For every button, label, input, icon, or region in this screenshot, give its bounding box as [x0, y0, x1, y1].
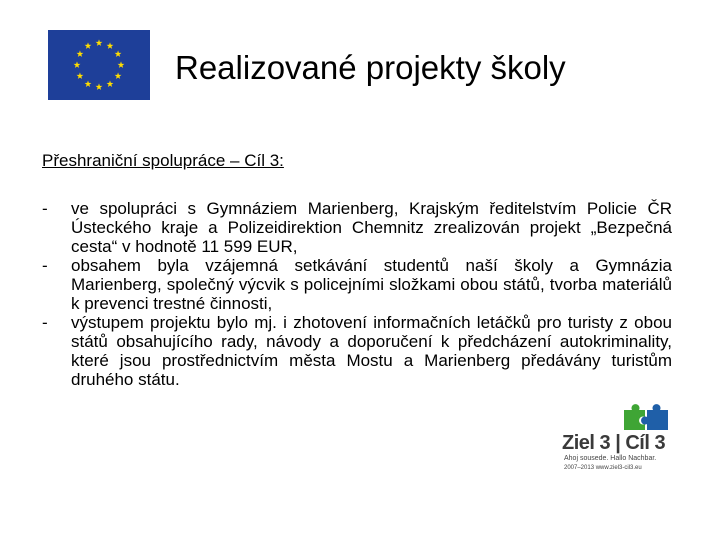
bullet-dash: - [42, 256, 48, 275]
eu-star-icon [74, 61, 81, 68]
list-item-text: obsahem byla vzájemná setkávání studentů naší školy a Gymnázia Marienberg, společný výcvik s policejními složkami obou států, tvorba materiálů k prevenci trestné činnosti, [71, 256, 672, 313]
list-item [42, 199, 672, 256]
eu-star-icon [96, 83, 103, 90]
puzzle-icon [622, 402, 670, 432]
eu-star-icon [85, 80, 92, 87]
eu-star-icon [115, 72, 122, 79]
ziel3-cil3-logo [560, 402, 672, 482]
eu-star-icon [107, 42, 114, 49]
eu-star-icon [77, 50, 84, 57]
bullet-dash: - [42, 199, 48, 218]
list-item-text: výstupem projektu bylo mj. i zhotovení informačních letáčků pro turisty z obou států obsahujícího rady, návody a doporučení k předcházení autokriminality, které jsou prostřednictvím města Mostu a Marienberg předávány turistům druhého státu. [71, 313, 672, 389]
eu-star-icon [85, 42, 92, 49]
list-item [42, 313, 672, 389]
list-item-text: ve spolupráci s Gymnáziem Marienberg, Krajským ředitelstvím Policie ČR Ústeckého kraje a Polizeidirektion Chemnitz zrealizován projekt „Bezpečná cesta“ v hodnotě 11 599 EUR, [71, 199, 672, 256]
list-item [42, 256, 672, 313]
logo-name: Ziel 3 | Cíl 3 [562, 432, 666, 454]
eu-star-icon [118, 61, 125, 68]
eu-star-icon [77, 72, 84, 79]
logo-tagline: Ahoj sousede. Hallo Nachbar. [564, 455, 657, 462]
page-title: Realizované projekty školy [175, 49, 566, 86]
eu-star-icon [96, 39, 103, 46]
logo-footer: 2007–2013 www.ziel3-cil3.eu [564, 465, 642, 471]
eu-flag-icon [48, 30, 150, 100]
bullet-dash: - [42, 313, 48, 332]
bullet-list [42, 199, 672, 389]
eu-star-icon [107, 80, 114, 87]
section-heading: Přeshraniční spolupráce – Cíl 3: [42, 151, 284, 170]
eu-star-icon [115, 50, 122, 57]
